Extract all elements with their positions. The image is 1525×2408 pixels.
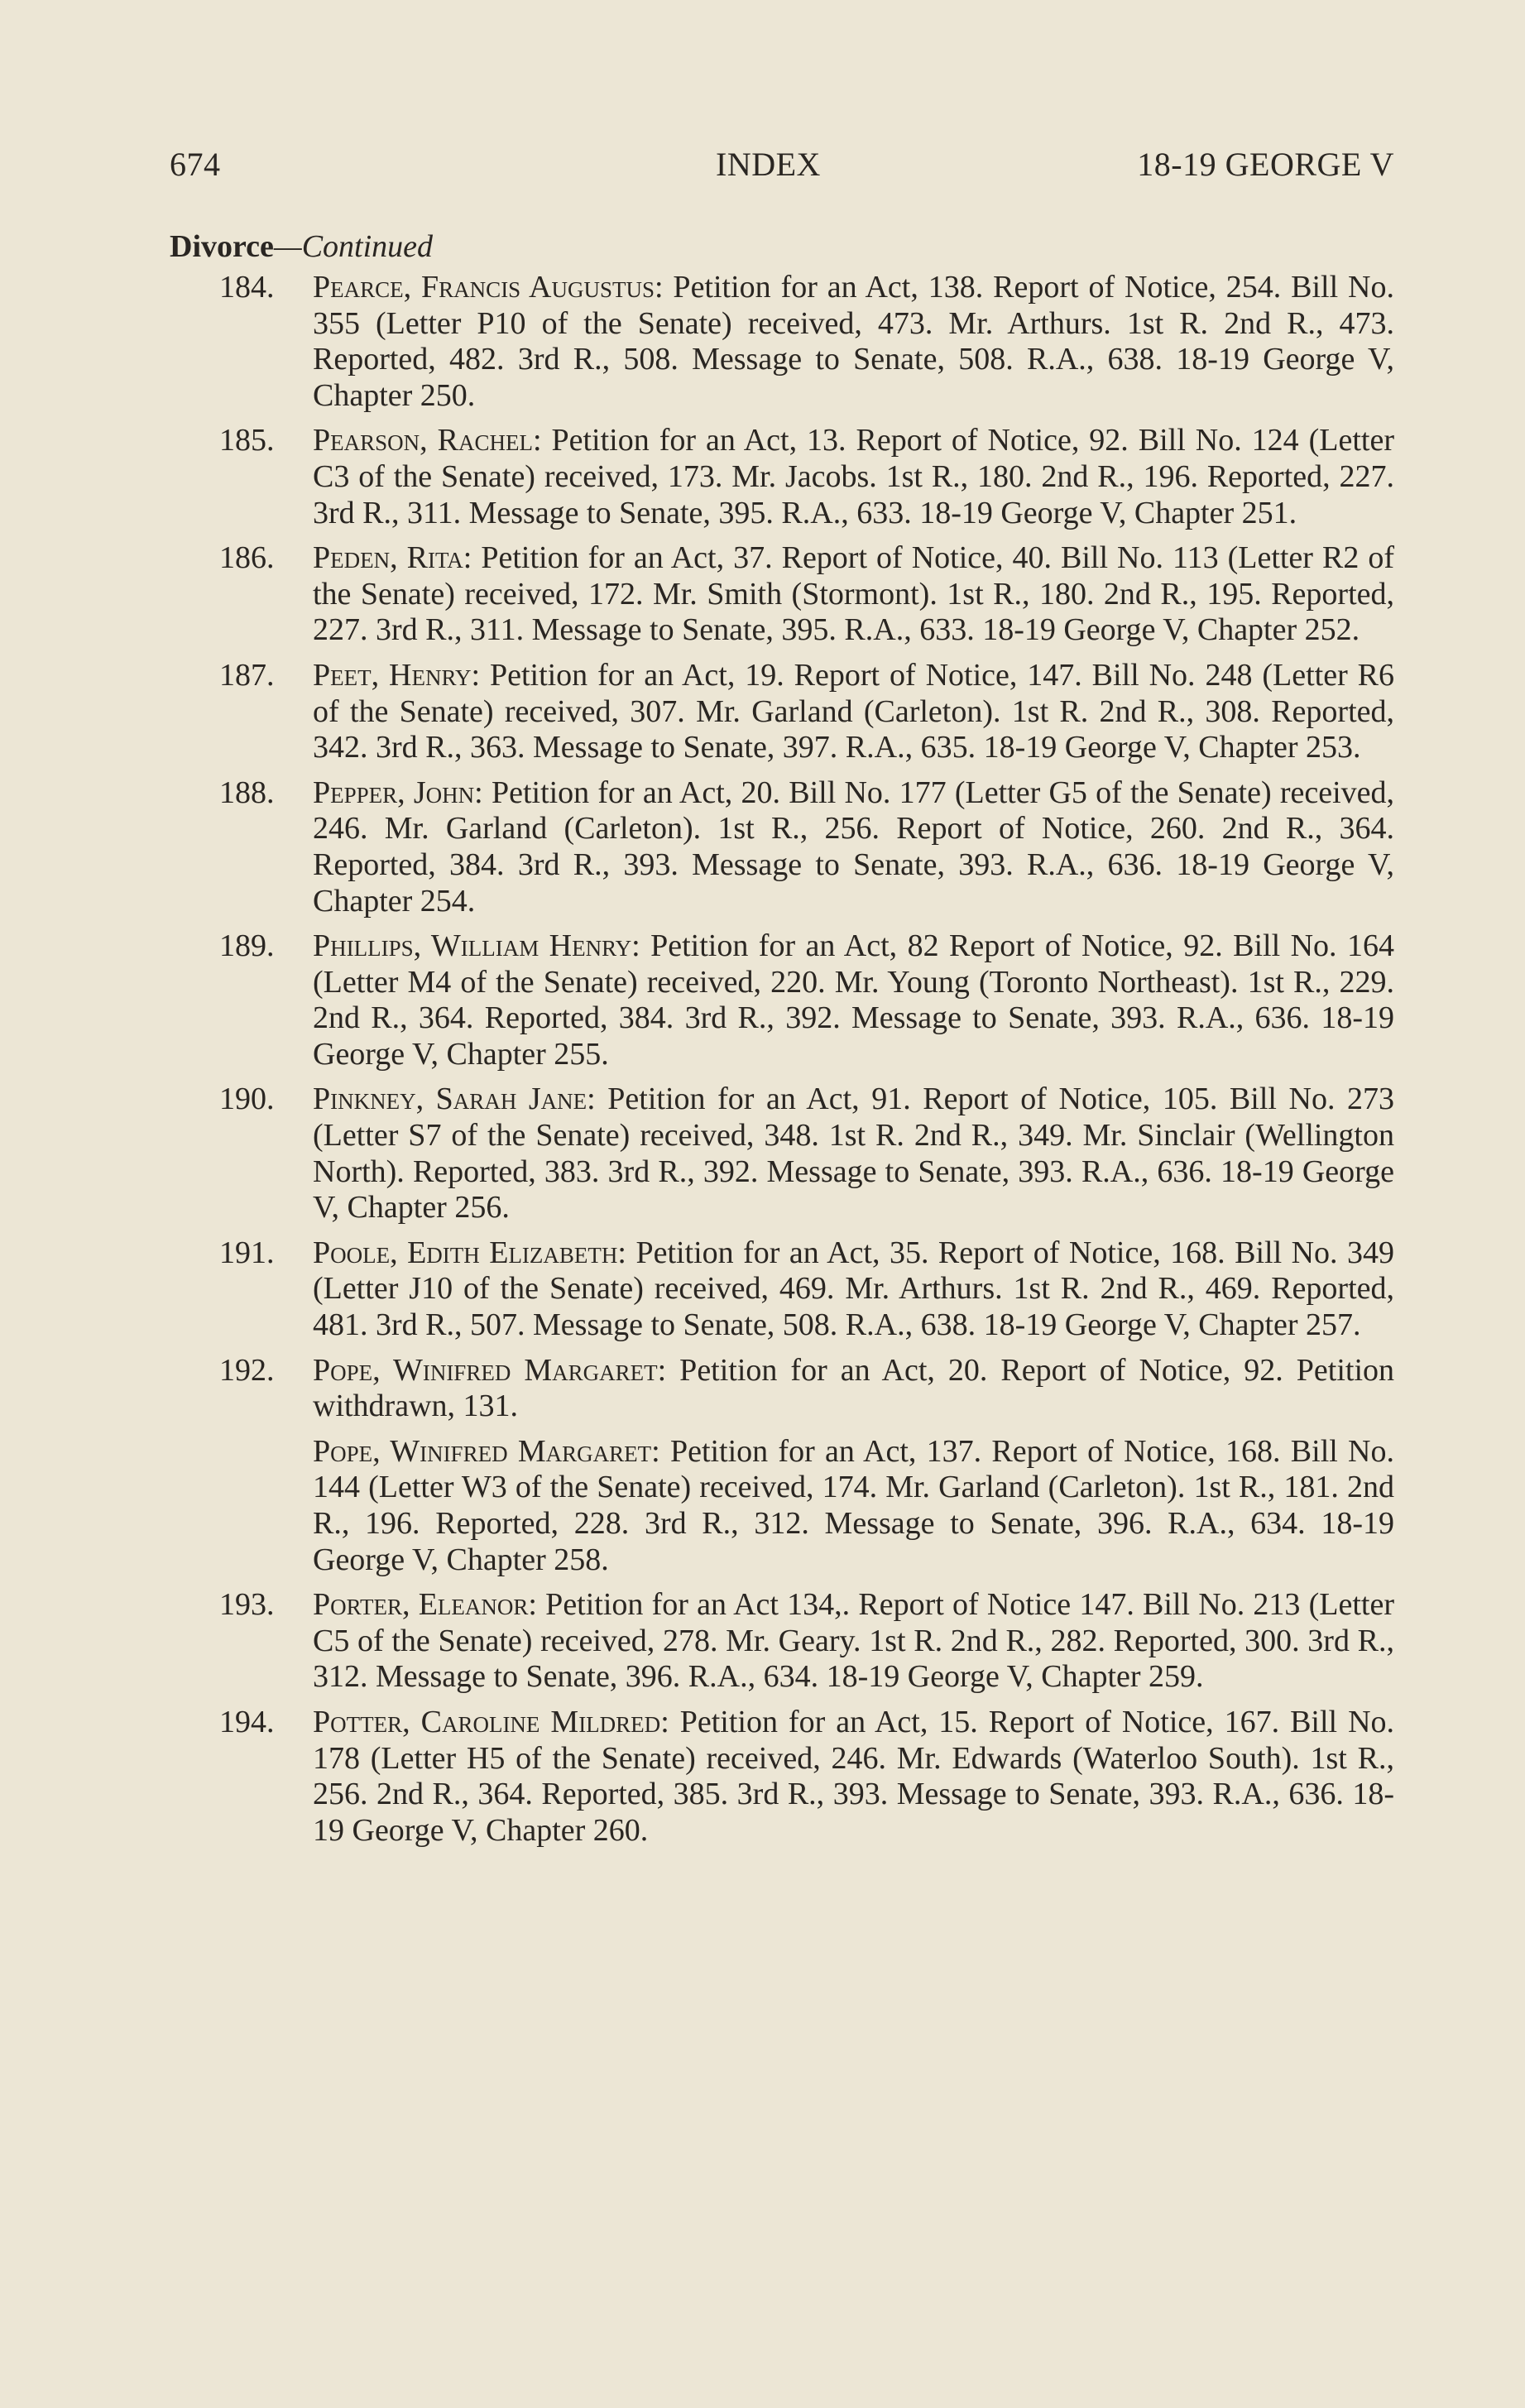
- index-entry-189: [170, 928, 1394, 1072]
- entry-text: : Petition for an Act, 20. Report of Notice, 92. Petition withdrawn, 131.: [313, 1352, 1394, 1424]
- entry-number: 192.: [219, 1352, 275, 1388]
- index-entry-186: [170, 540, 1394, 649]
- entry-number: 187.: [219, 657, 275, 693]
- entry-text: : Petition for an Act, 35. Report of Notice, 168. Bill No. 349 (Letter J10 of the Senate) received, 469. Mr. Arthurs. 1st R. 2nd R., 469. Reported, 481. 3rd R., 507. Message to Senate, 508. R.A., 638. 18-19 George V, Chapter 257.: [313, 1235, 1395, 1343]
- entry-number: 185.: [219, 423, 275, 458]
- entry-number: 191.: [219, 1235, 275, 1270]
- session-label: 18-19 GEORGE V: [1137, 146, 1394, 183]
- entry-text: : Petition for an Act, 91. Report of Notice, 105. Bill No. 273 (Letter S7 of the Senate) received, 348. 1st R. 2nd R., 349. Mr. Sinclair (Wellington North). Reported, 383. 3rd R., 392. Message to Senate, 393. R.A., 636. 18-19 George V, Chapter 256.: [313, 1082, 1395, 1226]
- entry-text: : Petition for an Act, 138. Report of Notice, 254. Bill No. 355 (Letter P10 of the Senate) received, 473. Mr. Arthurs. 1st R. 2nd R., 473. Reported, 482. 3rd R., 508. Message to Senate, 508. R.A., 638. 18-19 George V, Chapter 250.: [313, 270, 1394, 413]
- entry-number: 193.: [219, 1587, 275, 1623]
- entry-number: 184.: [219, 270, 275, 305]
- running-head: [170, 145, 1394, 194]
- entry-name: Porter, Eleanor: [313, 1587, 529, 1623]
- entry-text: : Petition for an Act, 15. Report of Notice, 167. Bill No. 178 (Letter H5 of the Senate) received, 246. Mr. Edwards (Waterloo South). 1st R., 256. 2nd R., 364. Reported, 385. 3rd R., 393. Message to Senate, 393. R.A., 636. 18-19 George V, Chapter 260.: [313, 1704, 1395, 1848]
- entry-name: Pinkney, Sarah Jane: [313, 1082, 587, 1117]
- index-entry-192: [170, 1353, 1394, 1579]
- entry-text: : Petition for an Act, 19. Report of Notice, 147. Bill No. 248 (Letter R6 of the Senate) received, 307. Mr. Garland (Carleton). 1st R. 2nd R., 308. Reported, 342. 3rd R., 363. Message to Senate, 397. R.A., 635. 18-19 George V, Chapter 253.: [313, 657, 1394, 765]
- page-number: 674: [170, 146, 221, 183]
- entry-number: 189.: [219, 928, 275, 964]
- index-entries: [170, 270, 1394, 1858]
- entry-number: 194.: [219, 1704, 275, 1739]
- entry-number: 186.: [219, 540, 275, 576]
- entry-name: Poole, Edith Elizabeth: [313, 1235, 618, 1270]
- index-entry-194: [170, 1705, 1394, 1849]
- sub-entry-name: Pope, Winifred Margaret: [313, 1433, 652, 1469]
- index-entry-184: [170, 270, 1394, 414]
- entry-text: : Petition for an Act 134,. Report of Notice 147. Bill No. 213 (Letter C5 of the Senate) received, 278. Mr. Geary. 1st R. 2nd R., 282. Reported, 300. 3rd R., 312. Message to Senate, 396. R.A., 634. 18-19 George V, Chapter 259.: [313, 1587, 1394, 1695]
- entry-name: Peet, Henry: [313, 657, 472, 693]
- entry-name: Phillips, William Henry: [313, 928, 632, 964]
- entry-text: : Petition for an Act, 37. Report of Notice, 40. Bill No. 113 (Letter R2 of the Senate) received, 172. Mr. Smith (Stormont). 1st R., 180. 2nd R., 195. Reported, 227. 3rd R., 311. Message to Senate, 395. R.A., 633. 18-19 George V, Chapter 252.: [313, 540, 1394, 648]
- index-entry-191: [170, 1235, 1394, 1344]
- section-heading: [170, 228, 433, 265]
- entry-name: Pearson, Rachel: [313, 423, 533, 458]
- index-entry-188: [170, 775, 1394, 919]
- section-heading-continued: —Continued: [273, 229, 434, 264]
- section-heading-word: Divorce: [170, 229, 274, 264]
- index-entry-185: [170, 423, 1394, 531]
- entry-name: Peden, Rita: [313, 540, 463, 576]
- entry-number: 190.: [219, 1082, 275, 1117]
- entry-text: : Petition for an Act, 82 Report of Notice, 92. Bill No. 164 (Letter M4 of the Senate) received, 220. Mr. Young (Toronto Northeast). 1st R., 229. 2nd R., 364. Reported, 384. 3rd R., 392. Message to Senate, 393. R.A., 636. 18-19 George V, Chapter 255.: [313, 928, 1394, 1072]
- entry-name: Potter, Caroline Mildred: [313, 1704, 661, 1739]
- entry-text: : Petition for an Act, 20. Bill No. 177 (Letter G5 of the Senate) received, 246. Mr. Garland (Carleton). 1st R., 256. Report of Notice, 260. 2nd R., 364. Reported, 384. 3rd R., 393. Message to Senate, 393. R.A., 636. 18-19 George V, Chapter 254.: [313, 775, 1394, 919]
- page-title: INDEX: [716, 146, 821, 183]
- index-entry-190: [170, 1082, 1394, 1226]
- sub-entry-text: : Petition for an Act, 137. Report of Notice, 168. Bill No. 144 (Letter W3 of the Senate) received, 174. Mr. Garland (Carleton). 1st R., 181. 2nd R., 196. Reported, 228. 3rd R., 312. Message to Senate, 396. R.A., 634. 18-19 George V, Chapter 258.: [313, 1433, 1395, 1577]
- index-entry-193: [170, 1587, 1394, 1696]
- entry-text: : Petition for an Act, 13. Report of Notice, 92. Bill No. 124 (Letter C3 of the Senate) received, 173. Mr. Jacobs. 1st R., 180. 2nd R., 196. Reported, 227. 3rd R., 311. Message to Senate, 395. R.A., 633. 18-19 George V, Chapter 251.: [313, 423, 1395, 530]
- entry-name: Pepper, John: [313, 775, 475, 810]
- entry-number: 188.: [219, 775, 275, 810]
- entry-name: Pearce, Francis Augustus: [313, 270, 655, 305]
- index-entry-187: [170, 658, 1394, 766]
- entry-name: Pope, Winifred Margaret: [313, 1352, 658, 1388]
- index-sub-entry: [313, 1434, 1394, 1578]
